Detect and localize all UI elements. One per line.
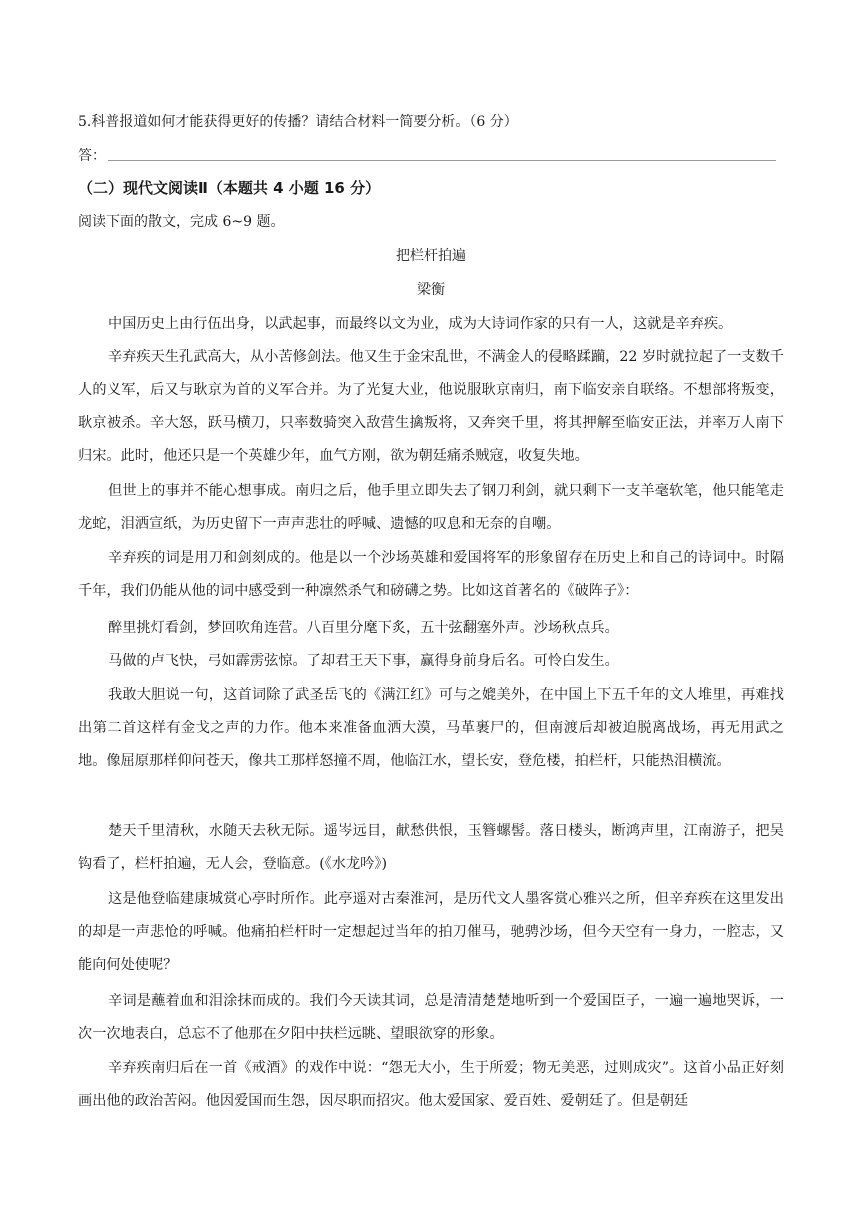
essay-paragraph-7: 辛词是蘸着血和泪涂抹而成的。我们今天读其词，总是清清楚楚地听到一个爱国臣子，一遍一遍地哭诉，一次一次地表白，总忘不了他那在夕阳中扶栏远眺、望眼欲穿的形象。 <box>78 993 784 1042</box>
essay-title: 把栏杆拍遍 <box>396 248 466 264</box>
question-5: 5.科普报道如何才能获得更好的传播？请结合材料一简要分析。（6 分） <box>78 114 518 130</box>
answer-label: 答： <box>78 148 106 164</box>
essay-paragraph-6: 这是他登临建康城赏心亭时所作。此亭遥对古秦淮河，是历代文人墨客赏心雅兴之所，但辛弃疾在这里发出的却是一声悲怆的呼喊。他痛拍栏杆时一定想起过当年的拍刀催马，驰骋沙场，但今天空有一身力，一腔志，又能向何处使呢？ <box>78 891 784 973</box>
answer-line[interactable] <box>108 160 776 161</box>
essay-paragraph-1: 中国历史上由行伍出身，以武起事，而最终以文为业，成为大诗词作家的只有一人，这就是辛弃疾。 <box>108 316 733 332</box>
poem-line-1: 醉里挑灯看剑，梦回吹角连营。八百里分麾下炙，五十弦翻塞外声。沙场秋点兵。 <box>108 620 619 636</box>
poem-shuilongyin: 楚天千里清秋，水随天去秋无际。遥岑远目，献愁供恨，玉簪螺髻。落日楼头，断鸿声里，江南游子，把吴钩看了，栏杆拍遍，无人会，登临意。(《水龙吟》) <box>78 823 784 872</box>
essay-author: 梁衡 <box>417 282 445 298</box>
essay-paragraph-3: 但世上的事并不能心想事成。南归之后，他手里立即失去了钢刀利剑，就只剩下一支羊毫软笔，他只能笔走龙蛇，泪洒宣纸，为历史留下一声声悲壮的呼喊、遗憾的叹息和无奈的自嘲。 <box>78 483 784 532</box>
essay-paragraph-8: 辛弃疾南归后在一首《戒酒》的戏作中说：“怨无大小，生于所爱；物无美恶，过则成灾”。这首小品正好刻画出他的政治苦闷。他因爱国而生怨，因尽职而招灾。他太爱国家、爱百姓、爱朝廷了。但是朝廷 <box>78 1060 784 1109</box>
reading-instruction: 阅读下面的散文，完成 6~9 题。 <box>78 214 285 230</box>
section-title: （二）现代文阅读Ⅱ（本题共 4 小题 16 分） <box>78 179 381 197</box>
essay-paragraph-2: 辛弃疾天生孔武高大，从小苦修剑法。他又生于金宋乱世，不满金人的侵略蹂躏，22 岁时就拉起了一支数千人的义军，后又与耿京为首的义军合并。为了光复大业，他说服耿京南归，南下临安亲自联络。不想部将叛变，耿京被杀。辛大怒，跃马横刀，只率数骑突入敌营生擒叛将，又奔突千里，将其押解至临安正法，并率万人南下归宋。此时，他还只是一个英雄少年，血气方刚，欲为朝廷痛杀贼寇，收复失地。 <box>78 349 784 464</box>
poem-line-2: 马做的卢飞快，弓如霹雳弦惊。了却君王天下事，赢得身前身后名。可怜白发生。 <box>108 653 619 669</box>
essay-paragraph-4: 辛弃疾的词是用刀和剑刻成的。他是以一个沙场英雄和爱国将军的形象留存在历史上和自己的诗词中。时隔千年，我们仍能从他的词中感受到一种凛然杀气和磅礴之势。比如这首著名的《破阵子》： <box>78 550 784 599</box>
essay-paragraph-5: 我敢大胆说一句，这首词除了武圣岳飞的《满江红》可与之媲美外，在中国上下五千年的文人堆里，再难找出第二首这样有金戈之声的力作。他本来准备血洒大漠，马革裹尸的，但南渡后却被迫脱离战场，再无用武之地。像屈原那样仰问苍天，像共工那样怒撞不周，他临江水，望长安，登危楼，拍栏杆，只能热泪横流。 <box>78 687 784 769</box>
